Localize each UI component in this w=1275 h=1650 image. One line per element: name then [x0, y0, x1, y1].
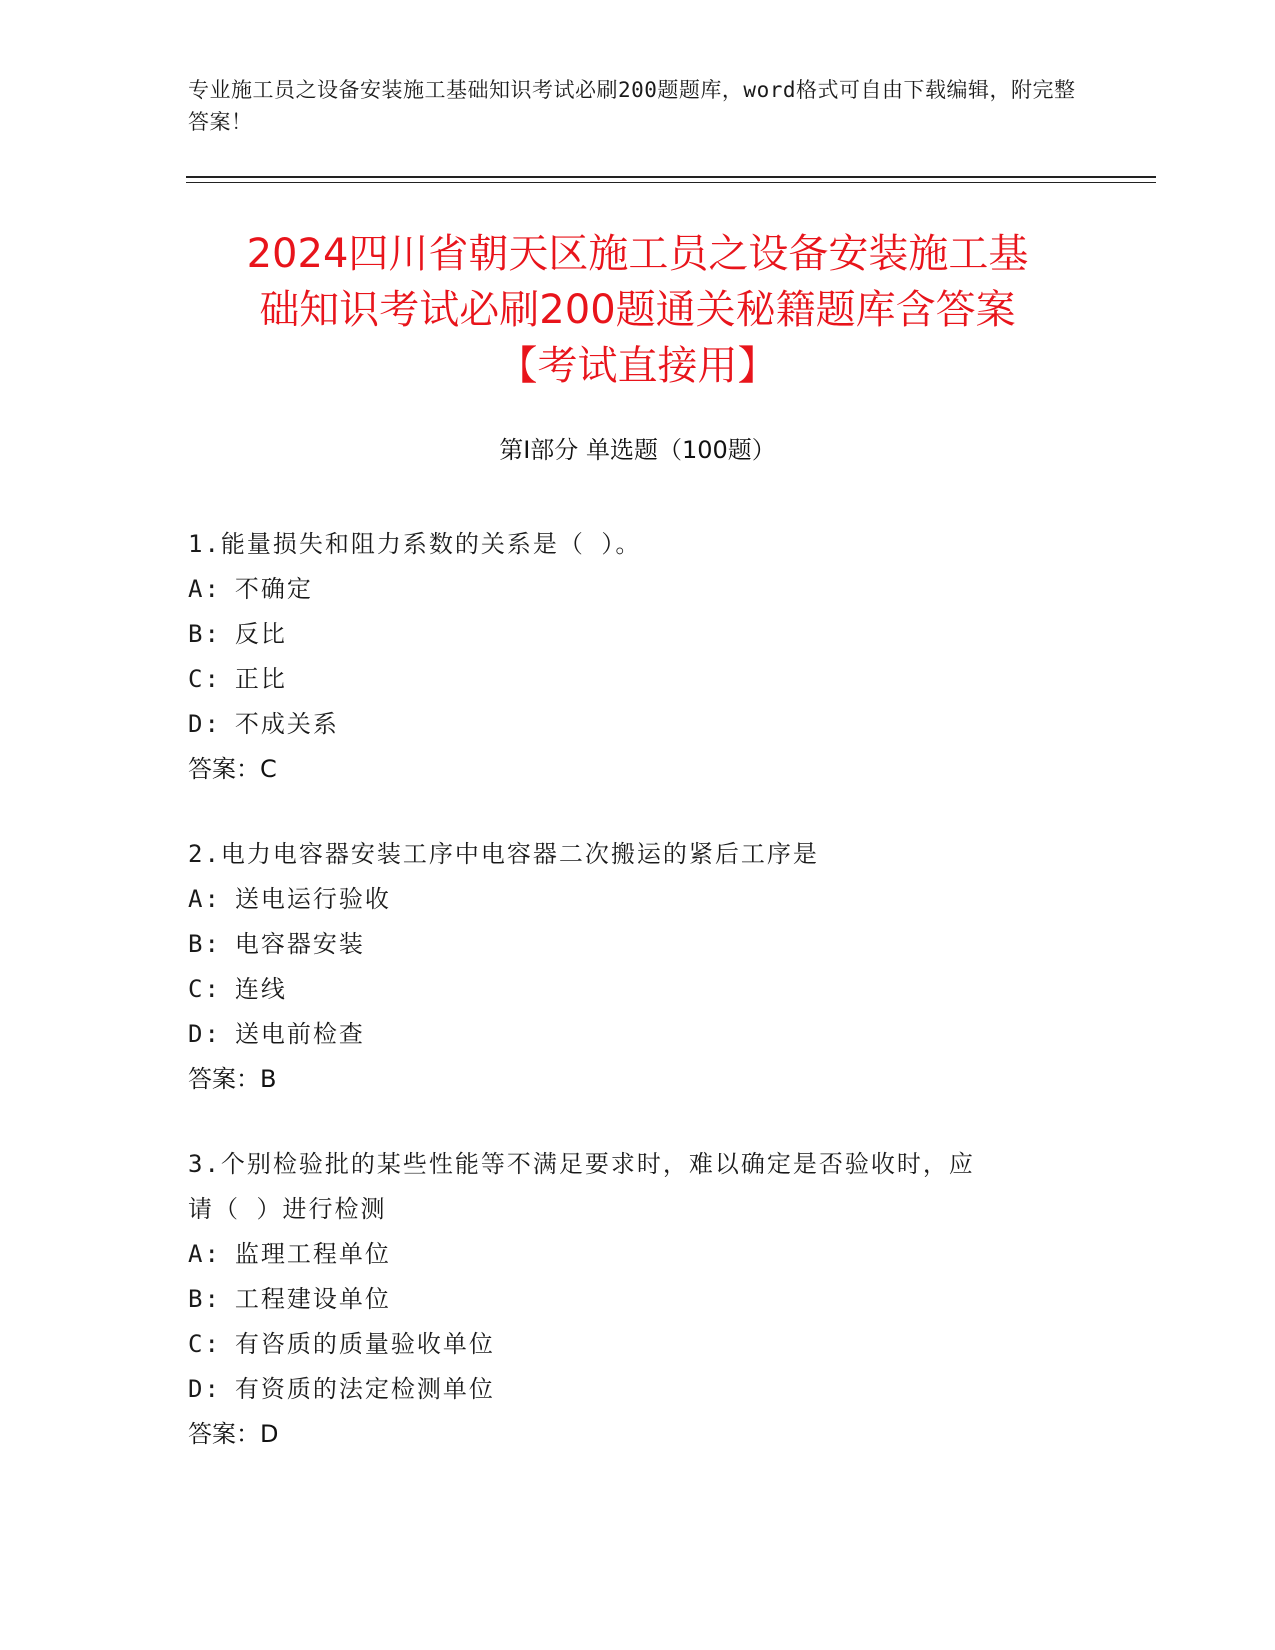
option-key: D: — [188, 710, 221, 738]
option-key: D: — [188, 1020, 221, 1048]
option-b — [188, 612, 1088, 657]
option-d — [188, 1367, 1088, 1412]
header-note: 专业施工员之设备安装施工基础知识考试必刷200题题库，word格式可自由下载编辑，附完整答案！ — [188, 78, 1076, 134]
option-text: 监理工程单位 — [234, 1240, 391, 1268]
option-c — [188, 1322, 1088, 1367]
option-text: 送电前检查 — [234, 1020, 365, 1048]
question-stem-continued: 请（ ）进行检测 — [188, 1195, 387, 1223]
question-list — [188, 522, 1088, 1497]
option-a — [188, 567, 1088, 612]
option-text: 正比 — [234, 665, 287, 693]
header-rule-thick — [186, 176, 1156, 178]
option-key: A: — [188, 885, 221, 913]
title-line-1: 2024四川省朝天区施工员之设备安装施工基 — [246, 230, 1029, 277]
question-stem: 2.电力电容器安装工序中电容器二次搬运的紧后工序是 — [188, 840, 819, 868]
question-2 — [188, 832, 1088, 1102]
option-key: B: — [188, 620, 221, 648]
option-key: B: — [188, 1285, 221, 1313]
option-text: 工程建设单位 — [234, 1285, 391, 1313]
option-b — [188, 922, 1088, 967]
answer: 答案：B — [188, 1065, 277, 1093]
option-text: 不成关系 — [234, 710, 339, 738]
option-d — [188, 1012, 1088, 1057]
option-text: 电容器安装 — [234, 930, 365, 958]
document-title — [160, 226, 1115, 394]
option-a — [188, 1232, 1088, 1277]
question-1 — [188, 522, 1088, 792]
option-key: A: — [188, 575, 221, 603]
section-title: 第I部分 单选题（100题） — [499, 436, 776, 464]
option-key: C: — [188, 975, 221, 1003]
option-key: C: — [188, 665, 221, 693]
option-a — [188, 877, 1088, 922]
header-rule-thin — [186, 182, 1156, 183]
option-c — [188, 967, 1088, 1012]
question-3 — [188, 1142, 1088, 1457]
title-line-2: 础知识考试必刷200题通关秘籍题库含答案 — [259, 286, 1016, 333]
question-stem: 3.个别检验批的某些性能等不满足要求时，难以确定是否验收时，应 — [188, 1150, 975, 1178]
question-stem: 1.能量损失和阻力系数的关系是（ ）。 — [188, 530, 642, 558]
option-c — [188, 657, 1088, 702]
title-line-3: 【考试直接用】 — [497, 342, 778, 389]
option-key: C: — [188, 1330, 221, 1358]
option-key: A: — [188, 1240, 221, 1268]
option-text: 有资质的法定检测单位 — [234, 1375, 495, 1403]
option-d — [188, 702, 1088, 747]
option-b — [188, 1277, 1088, 1322]
option-text: 反比 — [234, 620, 287, 648]
answer: 答案：D — [188, 1420, 279, 1448]
answer: 答案：C — [188, 755, 277, 783]
option-key: D: — [188, 1375, 221, 1403]
option-text: 不确定 — [234, 575, 313, 603]
option-text: 连线 — [234, 975, 287, 1003]
option-text: 有咨质的质量验收单位 — [234, 1330, 495, 1358]
option-key: B: — [188, 930, 221, 958]
option-text: 送电运行验收 — [234, 885, 391, 913]
